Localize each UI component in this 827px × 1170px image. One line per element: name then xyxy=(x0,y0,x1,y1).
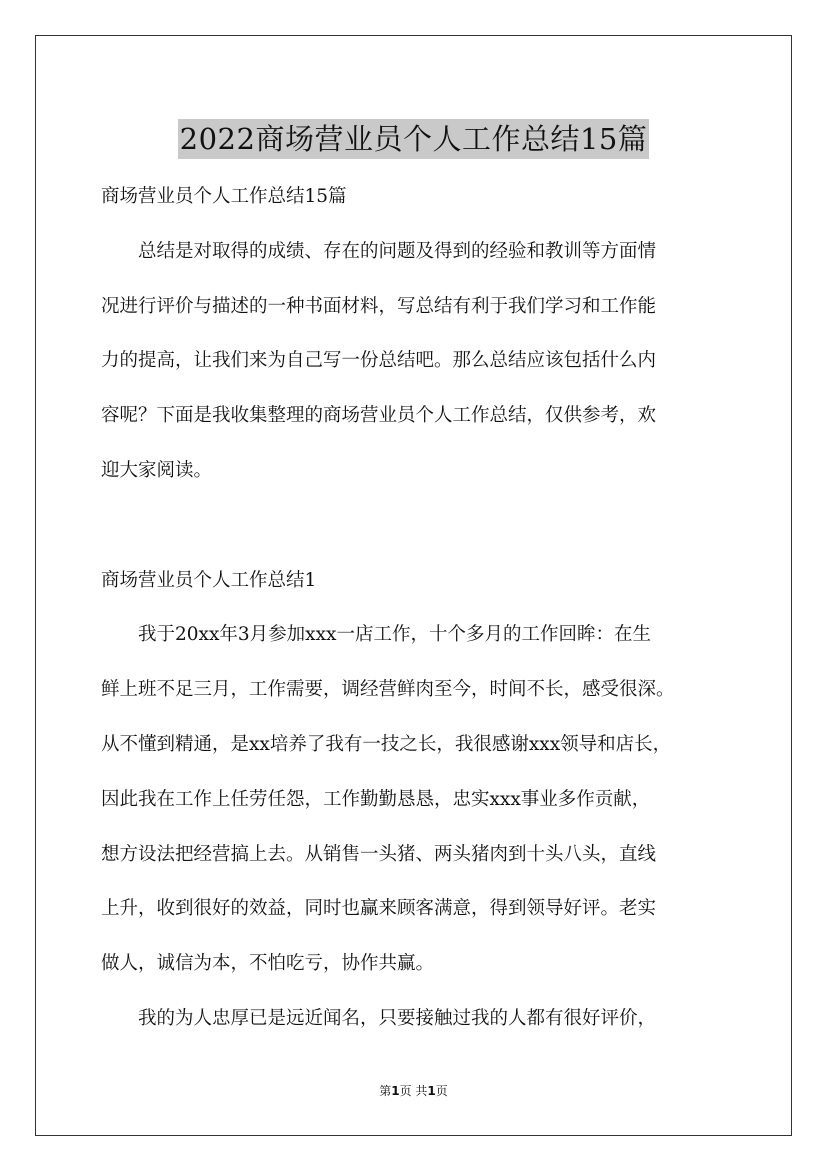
paragraph-line: 上升，收到很好的效益，同时也赢来顾客满意，得到领导好评。老实 xyxy=(101,898,657,920)
footer-mid: 页 共 xyxy=(399,1084,428,1098)
paragraph-line: 鲜上班不足三月，工作需要，调经营鲜肉至今，时间不长，感受很深。 xyxy=(101,679,675,701)
paragraph-line: 想方设法把经营搞上去。从销售一头猪、两头猪肉到十头八头，直线 xyxy=(101,843,657,865)
intro-line: 总结是对取得的成绩、存在的问题及得到的经验和教训等方面情 xyxy=(138,240,657,262)
intro-line: 容呢？下面是我收集整理的商场营业员个人工作总结，仅供参考，欢 xyxy=(101,405,657,427)
section-heading: 商场营业员个人工作总结1 xyxy=(101,569,317,591)
footer-prefix: 第 xyxy=(379,1084,392,1098)
paragraph-line: 我于20xx年3月参加xxx一店工作，十个多月的工作回眸：在生 xyxy=(138,624,651,646)
document-title: 2022商场营业员个人工作总结15篇 xyxy=(178,119,650,159)
page-footer xyxy=(0,1082,827,1100)
section-paragraph xyxy=(101,608,751,992)
intro-paragraph xyxy=(101,225,751,499)
subtitle-heading: 商场营业员个人工作总结15篇 xyxy=(101,186,347,207)
footer-page-total: 1 xyxy=(427,1084,436,1098)
title-container xyxy=(0,100,827,179)
paragraph-line: 从不懂到精通，是xx培养了我有一技之长，我很感谢xxx领导和店长， xyxy=(101,733,672,755)
paragraph-line: 我的为人忠厚已是远近闻名，只要接触过我的人都有很好评价， xyxy=(138,1007,657,1029)
intro-line: 迎大家阅读。 xyxy=(101,459,213,481)
footer-suffix: 页 xyxy=(435,1084,448,1098)
paragraph-line: 做人，诚信为本，不怕吃亏，协作共赢。 xyxy=(101,953,435,975)
blank-line xyxy=(101,499,751,554)
document-body xyxy=(101,170,751,1047)
footer-page-number: 1 xyxy=(391,1084,400,1098)
intro-line: 力的提高，让我们来为自己写一份总结吧。那么总结应该包括什么内 xyxy=(101,350,657,372)
intro-line: 况进行评价与描述的一种书面材料，写总结有利于我们学习和工作能 xyxy=(101,295,657,317)
paragraph-line: 因此我在工作上任劳任怨，工作勤勤恳恳，忠实xxx事业多作贡献， xyxy=(101,788,651,810)
section-paragraph xyxy=(101,992,751,1047)
